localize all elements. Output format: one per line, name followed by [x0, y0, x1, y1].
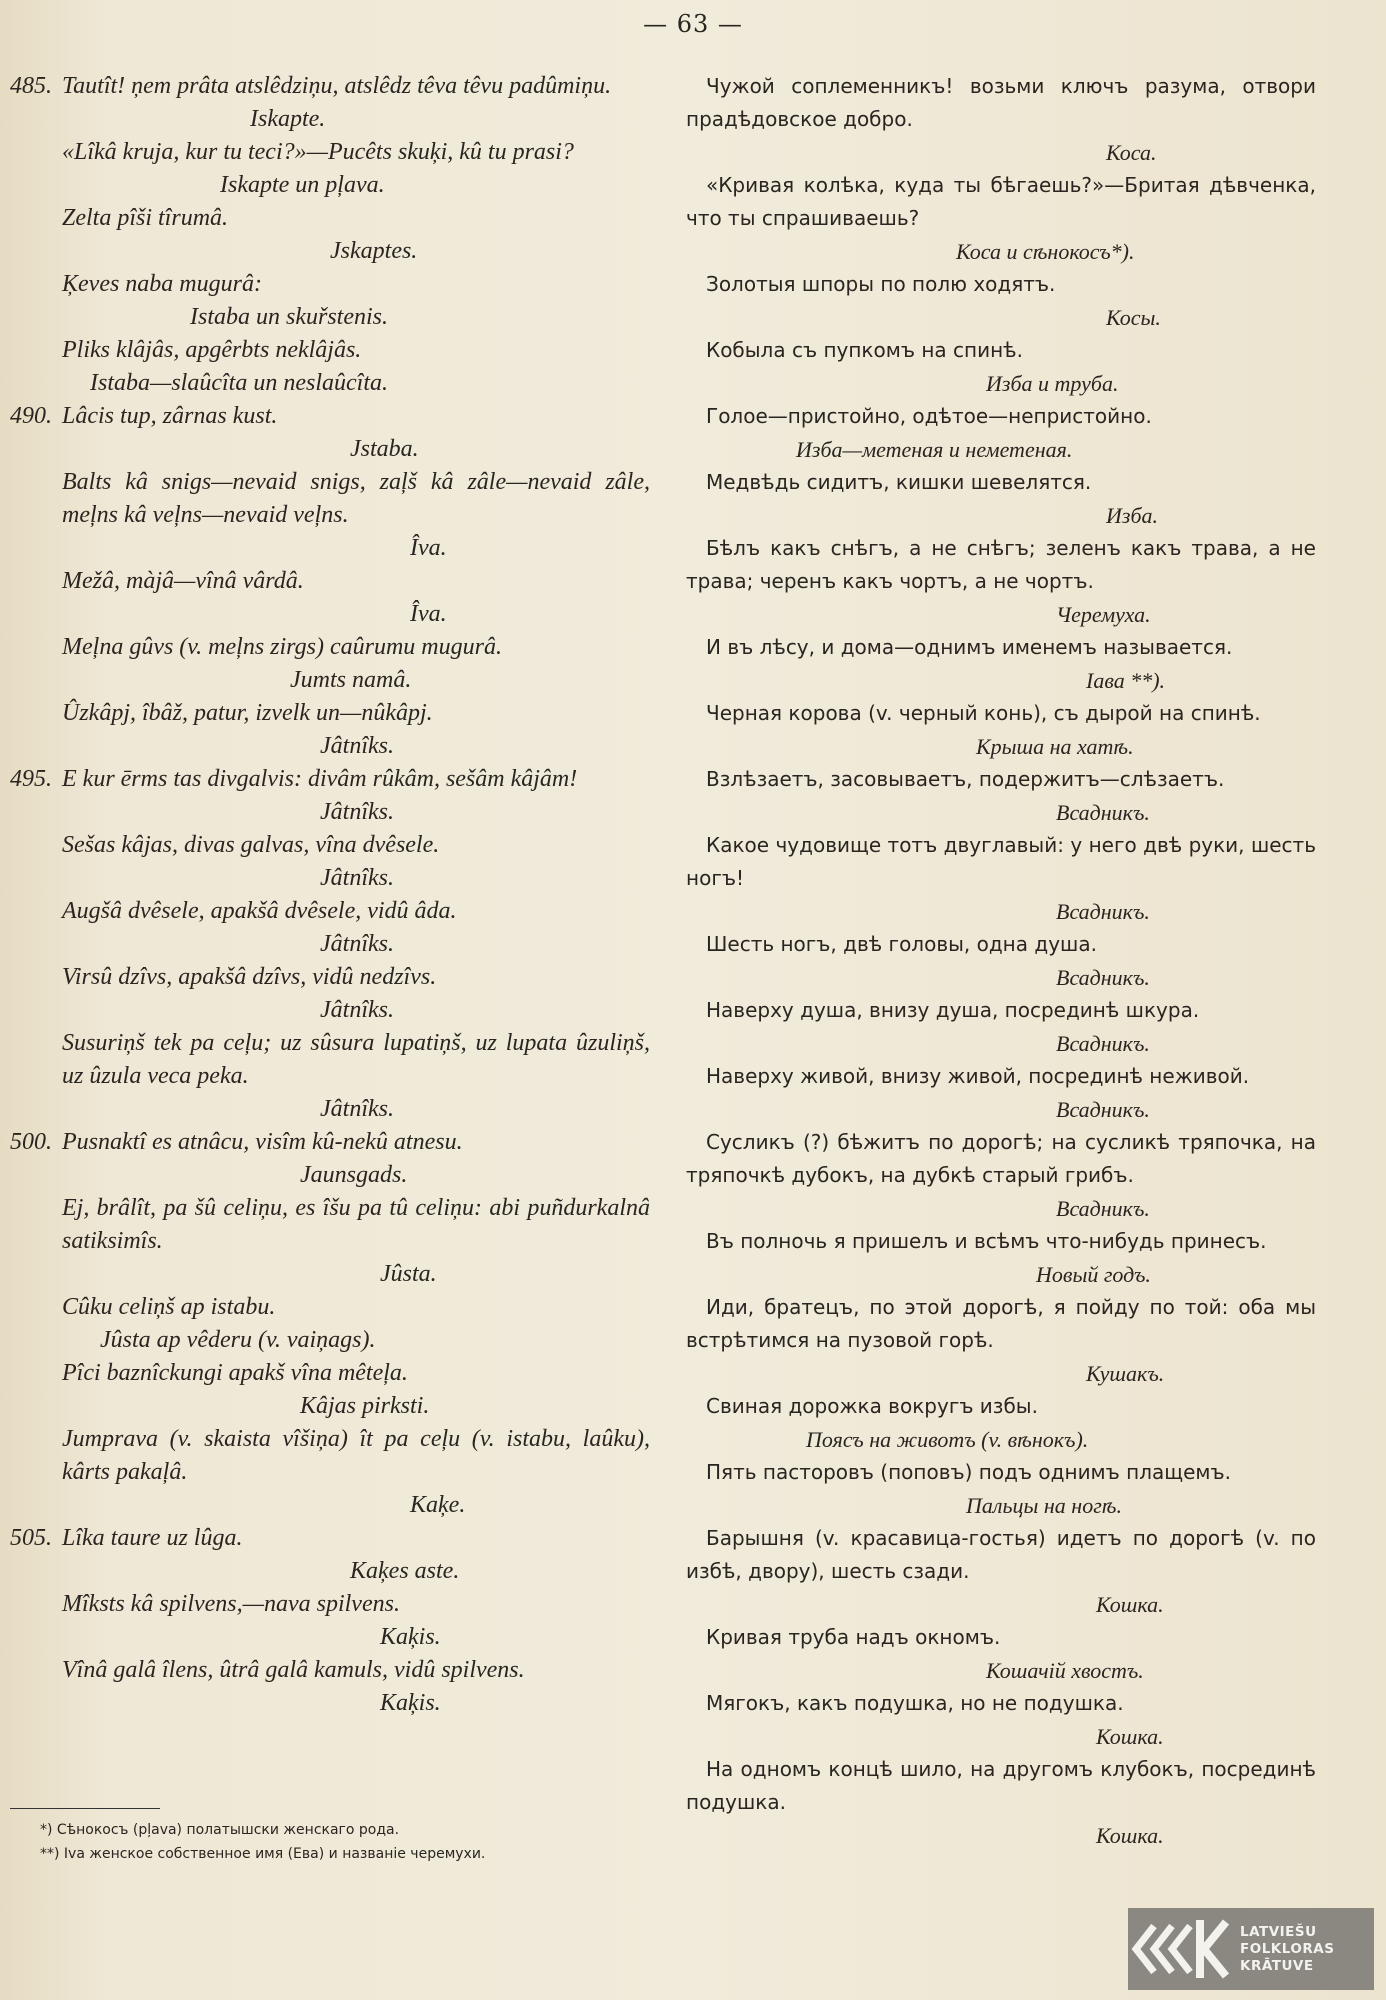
latvian-riddle-entry	[10, 334, 650, 400]
russian-riddle-text: Кривая труба надъ окномъ.	[706, 1625, 1001, 1649]
russian-riddle-text: Взлѣзаетъ, засовываетъ, подержитъ—слѣзаетъ.	[706, 767, 1225, 791]
riddle-answer: Jâtnîks.	[320, 1096, 394, 1122]
russian-riddle-text: Пять пасторовъ (поповъ) подъ однимъ плащемъ.	[706, 1460, 1231, 1484]
russian-riddle-text: Медвѣдь сидитъ, кишки шевелятся.	[706, 470, 1092, 494]
riddle-answer: Kaķe.	[410, 1492, 466, 1518]
riddle-answer: Jâtnîks.	[320, 865, 394, 891]
russian-riddle-answer: Поясъ на животъ (v. вѣнокъ).	[806, 1427, 1089, 1452]
russian-riddle-text: Черная корова (v. черный конь), съ дырой на спинѣ.	[706, 701, 1261, 725]
latvian-riddle-entry	[10, 697, 650, 763]
riddle-text	[10, 1192, 650, 1258]
russian-riddle-entry	[686, 400, 1316, 466]
russian-riddle-entry	[686, 1225, 1316, 1291]
riddle-answer: Jûsta.	[380, 1261, 437, 1287]
riddle-answer: Kaķis.	[380, 1690, 441, 1716]
riddle-body: Virsû dzîvs, apakšâ dzîvs, vidû nedzîvs.	[62, 964, 437, 990]
riddle-answer: Istaba—slaûcîta un neslaûcîta.	[90, 370, 388, 396]
riddle-answer: Kaķis.	[380, 1624, 441, 1650]
russian-riddle-answer: Изба.	[1106, 503, 1159, 528]
latvian-riddle-entry	[10, 631, 650, 697]
russian-riddle-entry	[686, 631, 1316, 697]
russian-riddle-answer: Кушакъ.	[1086, 1361, 1165, 1386]
russian-riddle-text: Свиная дорожка вокругъ избы.	[706, 1394, 1038, 1418]
russian-riddle-text: Бѣлъ какъ снѣгъ, а не снѣгъ; зеленъ какъ трава, а не трава; черенъ какъ чортъ, а не чортъ.	[686, 536, 1316, 593]
russian-riddle-text: На одномъ концѣ шило, на другомъ клубокъ, посрединѣ подушка.	[686, 1757, 1316, 1814]
riddle-answer: Jaunsgads.	[300, 1162, 408, 1188]
logo-line-3: KRĀTUVE	[1240, 1957, 1314, 1974]
riddle-body: Mîksts kâ spilvens,—nava spilvens.	[62, 1591, 400, 1617]
russian-riddle-text: Какое чудовище тотъ двуглавый: у него двѣ руки, шесть ногъ!	[686, 833, 1316, 890]
russian-riddle-answer: Іава **).	[1086, 668, 1166, 693]
riddle-text	[10, 400, 650, 433]
footnotes	[40, 1818, 660, 1866]
riddle-text	[10, 763, 650, 796]
riddle-body: «Lîkâ kruja, kur tu teci?»—Pucêts skuķi, kû tu prasi?	[62, 139, 574, 165]
riddle-answer: Jumts namâ.	[290, 667, 412, 693]
riddle-answer: Jstaba.	[350, 436, 419, 462]
riddle-answer: Îva.	[410, 535, 447, 561]
russian-riddle-entry	[686, 1291, 1316, 1390]
riddle-text	[10, 70, 650, 103]
riddle-answer: Jâtnîks.	[320, 733, 394, 759]
russian-riddle-answer: Изба и труба.	[986, 371, 1119, 396]
russian-riddle-entry	[686, 1753, 1316, 1852]
riddle-body: Susuriņš tek pa ceļu; uz sûsura lupatiņš, uz lupata ûzuliņš, uz ûzula veca peka.	[62, 1030, 650, 1089]
riddle-body: Pîci baznîckungi apakš vîna mêteļa.	[62, 1360, 408, 1386]
riddle-body: Zelta pîši tîrumâ.	[62, 205, 229, 231]
russian-riddle-text: Голое—пристойно, одѣтое—непристойно.	[706, 404, 1152, 428]
footnote-1: *) Сѣнокосъ (pļava) полатышски женскаго рода.	[40, 1822, 400, 1838]
footnote-2: **) Iva женское собственное имя (Ева) и названіе черемухи.	[40, 1846, 486, 1862]
russian-riddle-answer: Всадникъ.	[1056, 965, 1150, 990]
riddle-text	[10, 895, 650, 928]
russian-riddle-text: Мягокъ, какъ подушка, но не подушка.	[706, 1691, 1124, 1715]
latvian-riddle-entry	[10, 136, 650, 202]
riddle-body: Tautît! ņem prâta atslêdziņu, atslêdz têva têvu padûmiņu.	[62, 73, 612, 99]
russian-riddle-text: Барышня (v. красавица-гостья) идетъ по дорогѣ (v. по избѣ, двору), шесть сзади.	[686, 1526, 1316, 1583]
latvian-riddle-entry	[10, 1423, 650, 1522]
russian-riddle-entry	[686, 1621, 1316, 1687]
riddle-body: Ûzkâpj, îbâž, patur, izvelk un—nûkâpj.	[62, 700, 433, 726]
russian-riddle-entry	[686, 466, 1316, 532]
latvian-riddle-entry	[10, 1027, 650, 1126]
logo-text	[1234, 1924, 1334, 1975]
riddle-body: Ķeves naba mugurâ:	[62, 271, 262, 297]
russian-riddle-text: Золотыя шпоры по полю ходятъ.	[706, 272, 1056, 296]
latvian-riddle-entry	[10, 961, 650, 1027]
russian-riddle-answer: Изба—метеная и неметеная.	[796, 437, 1073, 462]
riddle-text	[10, 1423, 650, 1489]
riddle-body: Jumprava (v. skaista vîšiņa) ît pa ceļu (v. istabu, laûku), kârts pakaļâ.	[62, 1426, 650, 1485]
riddle-text	[10, 136, 650, 169]
riddle-body: Augšâ dvêsele, apakšâ dvêsele, vidû âda.	[62, 898, 457, 924]
riddle-text	[10, 1654, 650, 1687]
latvian-riddle-entry	[10, 1357, 650, 1423]
latvian-riddle-entry	[10, 70, 650, 136]
russian-riddle-entry	[686, 532, 1316, 631]
russian-riddle-entry	[686, 1522, 1316, 1621]
russian-riddle-answer: Коса.	[1106, 140, 1157, 165]
riddle-body: Pusnaktî es atnâcu, visîm kû-nekû atnesu.	[62, 1129, 463, 1155]
russian-riddle-entry	[686, 928, 1316, 994]
riddle-text	[10, 466, 650, 532]
riddle-number: 505.	[10, 1525, 52, 1551]
riddle-body: Meļna gûvs (v. meļns zirgs) caûrumu mugurâ.	[62, 634, 502, 660]
riddle-text	[10, 1027, 650, 1093]
riddle-body: Ej, brâlît, pa šû celiņu, es îšu pa tû celiņu: abi puñdurkalnâ satiksimîs.	[62, 1195, 650, 1254]
latvian-riddle-entry	[10, 1522, 650, 1588]
riddle-answer: Jûsta ap vêderu (v. vaiņags).	[100, 1327, 376, 1353]
riddle-answer: Kaķes aste.	[350, 1558, 460, 1584]
riddle-body: Lîka taure uz lûga.	[62, 1525, 243, 1551]
russian-riddle-answer: Всадникъ.	[1056, 1196, 1150, 1221]
russian-riddle-text: Наверху живой, внизу живой, посрединѣ неживой.	[706, 1064, 1250, 1088]
latvian-riddle-entry	[10, 895, 650, 961]
russian-riddle-entry	[686, 70, 1316, 169]
latvian-riddle-entry	[10, 466, 650, 565]
latvian-riddle-entry	[10, 1192, 650, 1291]
riddle-body: Balts kâ snigs—nevaid snigs, zaļš kâ zâle—nevaid zâle, meļns kâ veļns—nevaid veļns.	[62, 469, 650, 528]
riddle-number: 490.	[10, 403, 52, 429]
riddle-text	[10, 961, 650, 994]
riddle-answer: Jskaptes.	[330, 238, 418, 264]
latvian-column	[10, 70, 650, 1720]
riddle-body: E kur ērms tas divgalvis: divâm rûkâm, sešâm kâjâm!	[62, 766, 578, 792]
russian-riddle-answer: Пальцы на ногѣ.	[966, 1493, 1122, 1518]
latvian-riddle-entry	[10, 1654, 650, 1720]
russian-riddle-entry	[686, 697, 1316, 763]
russian-riddle-entry	[686, 829, 1316, 928]
latvian-riddle-entry	[10, 1291, 650, 1357]
latvian-riddle-entry	[10, 268, 650, 334]
russian-riddle-entry	[686, 1456, 1316, 1522]
russian-riddle-text: И въ лѣсу, и дома—однимъ именемъ называется.	[706, 635, 1233, 659]
riddle-text	[10, 829, 650, 862]
russian-riddle-answer: Кошка.	[1096, 1823, 1164, 1848]
riddle-text	[10, 1588, 650, 1621]
riddle-text	[10, 202, 650, 235]
riddle-number: 485.	[10, 73, 52, 99]
riddle-text	[10, 1357, 650, 1390]
russian-riddle-text: Кобыла съ пупкомъ на спинѣ.	[706, 338, 1023, 362]
riddle-body: Cûku celiņš ap istabu.	[62, 1294, 276, 1320]
russian-riddle-text: Иди, братецъ, по этой дорогѣ, я пойду по той: оба мы встрѣтимся на пузовой горѣ.	[686, 1295, 1316, 1352]
russian-riddle-entry	[686, 1060, 1316, 1126]
latvian-riddle-entry	[10, 1126, 650, 1192]
russian-riddle-answer: Всадникъ.	[1056, 899, 1150, 924]
folklore-archive-logo	[1128, 1908, 1374, 1990]
russian-column	[686, 70, 1316, 1852]
russian-riddle-entry	[686, 334, 1316, 400]
riddle-body: Vînâ galâ îlens, ûtrâ galâ kamuls, vidû spilvens.	[62, 1657, 525, 1683]
riddle-text	[10, 697, 650, 730]
russian-riddle-answer: Коса и сѣнокосъ*).	[956, 239, 1135, 264]
russian-riddle-answer: Кошка.	[1096, 1592, 1164, 1617]
russian-riddle-answer: Косы.	[1106, 305, 1161, 330]
russian-riddle-text: Сусликъ (?) бѣжитъ по дорогѣ; на сусликѣ тряпочка, на тряпочкѣ дубокъ, на дубкѣ старый грибъ.	[686, 1130, 1316, 1187]
riddle-number: 500.	[10, 1129, 52, 1155]
latvian-riddle-entry	[10, 565, 650, 631]
russian-riddle-answer: Черемуха.	[1056, 602, 1151, 627]
russian-riddle-answer: Крыша на хатѣ.	[976, 734, 1134, 759]
lfk-logo-icon	[1128, 1908, 1234, 1990]
riddle-answer: Istaba un skuřstenis.	[190, 304, 388, 330]
latvian-riddle-entry	[10, 202, 650, 268]
page-number: — 63 —	[643, 10, 743, 38]
riddle-answer: Iskapte.	[250, 106, 326, 132]
russian-riddle-text: Шесть ногъ, двѣ головы, одна душа.	[706, 932, 1097, 956]
riddle-body: Lâcis tup, zârnas kust.	[62, 403, 278, 429]
russian-riddle-text: Въ полночь я пришелъ и всѣмъ что-нибудь принесъ.	[706, 1229, 1267, 1253]
latvian-riddle-entry	[10, 400, 650, 466]
latvian-riddle-entry	[10, 829, 650, 895]
riddle-text	[10, 334, 650, 367]
russian-riddle-entry	[686, 763, 1316, 829]
footnote-rule	[10, 1808, 160, 1809]
riddle-answer: Iskapte un pļava.	[220, 172, 385, 198]
riddle-text	[10, 565, 650, 598]
russian-riddle-entry	[686, 268, 1316, 334]
russian-riddle-answer: Всадникъ.	[1056, 800, 1150, 825]
russian-riddle-entry	[686, 994, 1316, 1060]
riddle-answer: Kâjas pirksti.	[300, 1393, 430, 1419]
russian-riddle-text: Наверху душа, внизу душа, посрединѣ шкура.	[706, 998, 1200, 1022]
riddle-body: Pliks klâjâs, apgêrbts neklâjâs.	[62, 337, 362, 363]
logo-line-1: LATVIEŠU	[1240, 1923, 1317, 1940]
russian-riddle-answer: Кошачій хвостъ.	[986, 1658, 1144, 1683]
riddle-text	[10, 1126, 650, 1159]
russian-riddle-answer: Кошка.	[1096, 1724, 1164, 1749]
russian-riddle-entry	[686, 169, 1316, 268]
logo-line-2: FOLKLORAS	[1240, 1940, 1335, 1957]
latvian-riddle-entry	[10, 1588, 650, 1654]
russian-riddle-answer: Всадникъ.	[1056, 1097, 1150, 1122]
russian-riddle-answer: Новый годъ.	[1036, 1262, 1151, 1287]
riddle-text	[10, 1522, 650, 1555]
riddle-text	[10, 1291, 650, 1324]
riddle-answer: Îva.	[410, 601, 447, 627]
riddle-text	[10, 631, 650, 664]
russian-riddle-answer: Всадникъ.	[1056, 1031, 1150, 1056]
latvian-riddle-entry	[10, 763, 650, 829]
russian-riddle-text: «Кривая колѣка, куда ты бѣгаешь?»—Бритая дѣвченка, что ты спрашиваешь?	[686, 173, 1316, 230]
riddle-body: Sešas kâjas, divas galvas, vîna dvêsele.	[62, 832, 440, 858]
riddle-number: 495.	[10, 766, 52, 792]
riddle-answer: Jâtnîks.	[320, 931, 394, 957]
russian-riddle-entry	[686, 1126, 1316, 1225]
riddle-body: Mežâ, màjâ—vînâ vârdâ.	[62, 568, 304, 594]
riddle-text	[10, 268, 650, 301]
russian-riddle-entry	[686, 1687, 1316, 1753]
riddle-answer: Jâtnîks.	[320, 799, 394, 825]
russian-riddle-text: Чужой соплеменникъ! возьми ключъ разума, отвори прадѣдовское добро.	[686, 74, 1316, 131]
russian-riddle-entry	[686, 1390, 1316, 1456]
riddle-answer: Jâtnîks.	[320, 997, 394, 1023]
